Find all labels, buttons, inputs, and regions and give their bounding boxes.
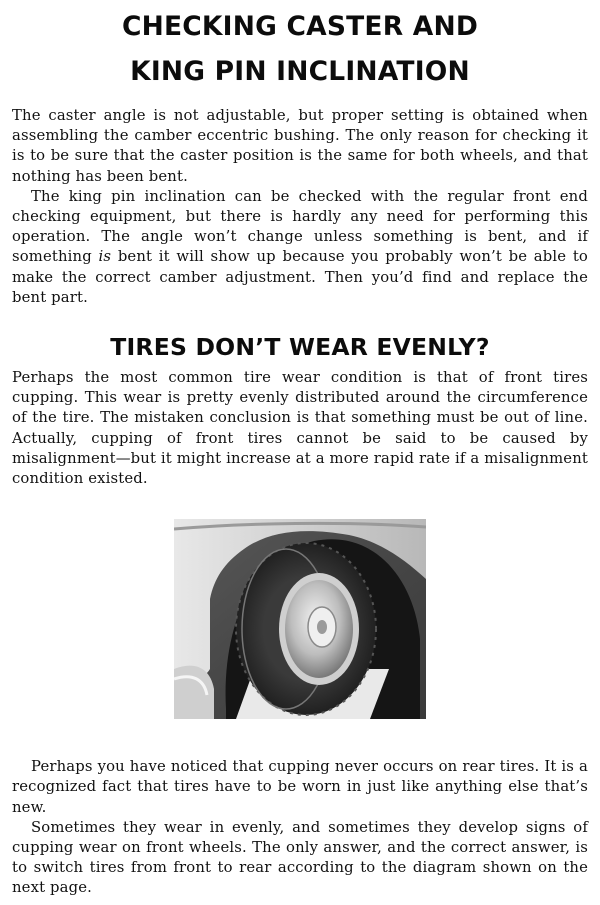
section-title-line-2: KING PIN INCLINATION bbox=[130, 56, 470, 87]
king-pin-text-a: The king pin inclination can be checked with the regular front end checking equipment, but there is hardly any need for performing this operation. The angle won’t change unless something is bent, and if something bbox=[12, 187, 588, 266]
cupping-paragraph: Perhaps the most common tire wear condition is that of front tires cupping. This wear is pretty evenly distributed around the circumference of the tire. The mistaken conclusion is that something must be out of line. Actually, cupping of front tires cannot be said to be caused by misalignment—but it might increase at a more rapid rate if a misalignment condition existed. bbox=[12, 369, 588, 488]
section-title-line-1: CHECKING CASTER AND bbox=[121, 11, 479, 42]
switch-tires-paragraph: Sometimes they wear in evenly, and sometimes they develop signs of cupping wear on front wheels. The only answer, and the correct answer, is to switch tires from front to rear according to the diagram shown on the next page. bbox=[12, 818, 588, 897]
king-pin-text-b: bent it will show up because you probably won’t be able to make the correct camber adjustment. Then you’d find and replace the bent part. bbox=[12, 248, 588, 306]
tires-section-title: TIRES DON’T WEAR EVENLY? bbox=[110, 333, 490, 362]
rear-tires-paragraph: Perhaps you have noticed that cupping never occurs on rear tires. It is a recognized fact that tires have to be worn in just like anything else that’s new. bbox=[12, 758, 588, 816]
tire-photo bbox=[174, 519, 426, 719]
photo-container bbox=[12, 519, 588, 719]
king-pin-paragraph bbox=[12, 187, 588, 308]
document-page bbox=[0, 4, 600, 905]
king-pin-emphasis: is bbox=[98, 248, 112, 266]
caster-paragraph: The caster angle is not adjustable, but proper setting is obtained when assembling the camber eccentric bushing. The only reason for checking it is to be sure that the caster position is the same for both wheels, and that nothing has been bent. bbox=[12, 107, 588, 185]
